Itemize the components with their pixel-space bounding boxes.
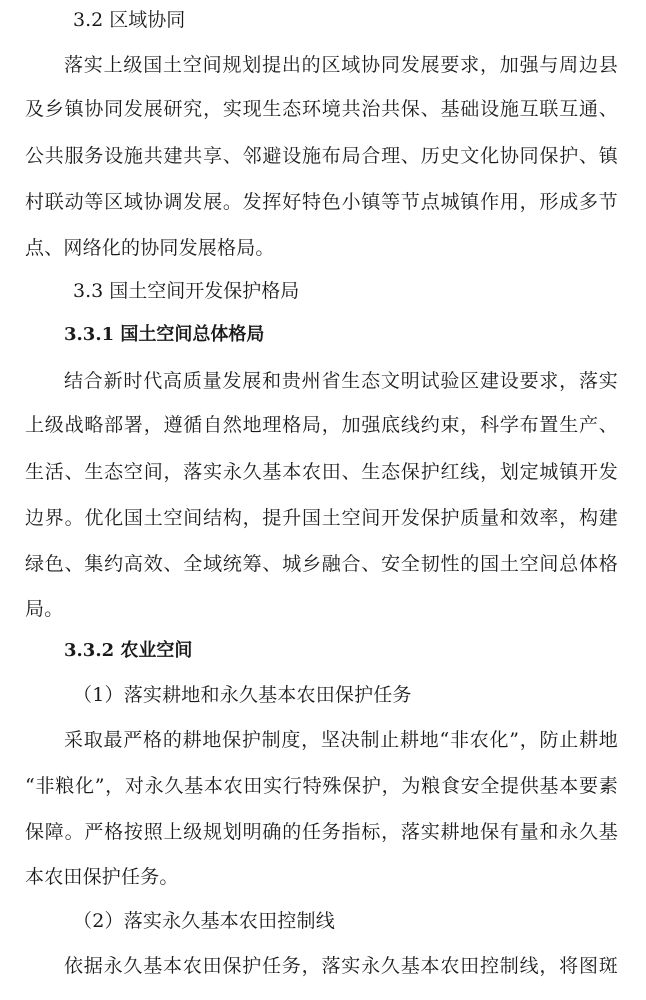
- paragraph-line: 结合新时代高质量发展和贵州省生态文明试验区建设要求，落实: [64, 370, 618, 392]
- item-1-title: （1）落实耕地和永久基本农田保护任务: [73, 684, 412, 706]
- paragraph-line: 绿色、集约高效、全域统筹、城乡融合、安全韧性的国土空间总体格: [25, 553, 618, 575]
- paragraph-line: 局。: [25, 598, 64, 620]
- item-2-title: （2）落实永久基本农田控制线: [73, 910, 335, 932]
- section-3-3-1-title: 3.3.1 国土空间总体格局: [64, 324, 265, 345]
- paragraph-line: 依据永久基本农田保护任务，落实永久基本农田控制线，将图斑: [64, 955, 618, 977]
- paragraph-line: 村联动等区域协调发展。发挥好特色小镇等节点城镇作用，形成多节: [25, 191, 618, 213]
- paragraph-line: 点、网络化的协同发展格局。: [25, 237, 275, 259]
- section-3-3-title: 3.3 国土空间开发保护格局: [73, 280, 300, 302]
- section-3-2-title: 3.2 区域协同: [73, 9, 186, 31]
- paragraph-line: 上级战略部署，遵循自然地理格局，加强底线约束，科学布置生产、: [25, 414, 618, 436]
- paragraph-line: 保障。严格按照上级规划明确的任务指标，落实耕地保有量和永久基: [25, 821, 618, 843]
- paragraph-line: 公共服务设施共建共享、邻避设施布局合理、历史文化协同保护、镇: [25, 145, 618, 167]
- paragraph-line: 及乡镇协同发展研究，实现生态环境共治共保、基础设施互联互通、: [25, 98, 618, 120]
- paragraph-line: 生活、生态空间，落实永久基本农田、生态保护红线，划定城镇开发: [25, 461, 618, 483]
- paragraph-line: 落实上级国土空间规划提出的区域协同发展要求，加强与周边县: [64, 54, 618, 76]
- paragraph-line: “非粮化”，对永久基本农田实行特殊保护，为粮食安全提供基本要素: [25, 775, 618, 797]
- section-3-3-2-title: 3.3.2 农业空间: [64, 640, 193, 661]
- paragraph-line: 边界。优化国土空间结构，提升国土空间开发保护质量和效率，构建: [25, 507, 618, 529]
- paragraph-line: 本农田保护任务。: [25, 866, 179, 888]
- paragraph-line: 采取最严格的耕地保护制度，坚决制止耕地“非农化”，防止耕地: [64, 729, 618, 751]
